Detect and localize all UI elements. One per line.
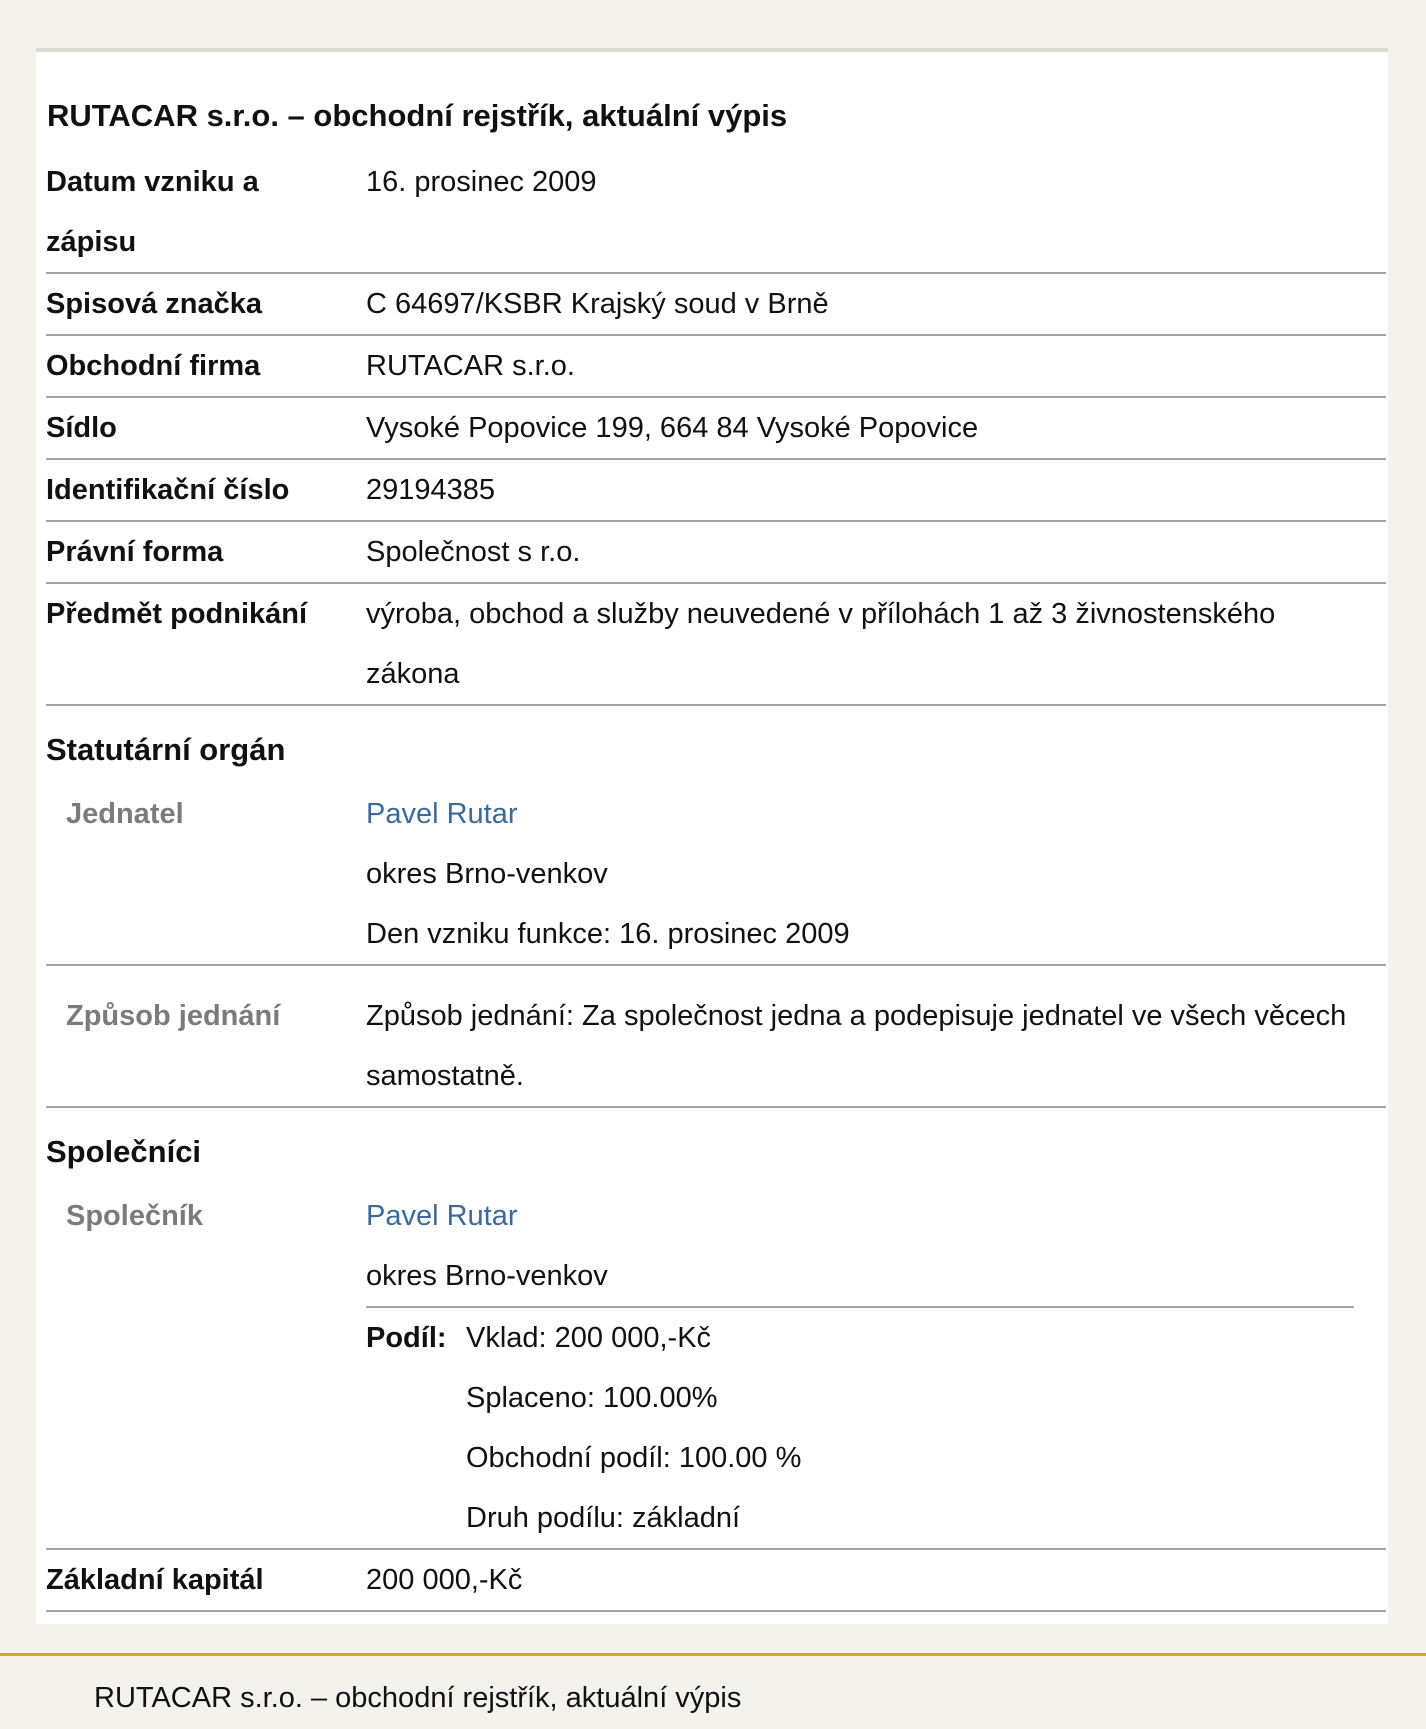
value-ico: 29194385 <box>366 474 496 506</box>
label-zakladni-kapital: Základní kapitál <box>46 1564 264 1596</box>
row-obchodni-firma <box>46 336 1386 398</box>
row-sidlo <box>46 398 1386 460</box>
section-spolecnici: Společníci <box>46 1134 202 1169</box>
podil-splaceno: Splaceno: 100.00% <box>466 1382 718 1414</box>
row-spisova-znacka <box>46 274 1386 336</box>
label-sidlo: Sídlo <box>46 412 117 444</box>
value-predmet-podnikani: výroba, obchod a služby neuvedené v přílohách 1 až 3 živnostenského zákona <box>366 598 1276 690</box>
label-datum-vzniku: Datum vzniku a zápisu <box>46 166 259 258</box>
value-sidlo: Vysoké Popovice 199, 664 84 Vysoké Popovice <box>366 412 979 444</box>
spolecnik-okres: okres Brno-venkov <box>366 1260 608 1292</box>
label-obchodni-firma: Obchodní firma <box>46 350 261 382</box>
value-datum-vzniku: 16. prosinec 2009 <box>366 166 597 198</box>
row-jednatel <box>46 784 1386 966</box>
value-zpusob-jednani: Způsob jednání: Za společnost jedna a podepisuje jednatel ve všech věcech samostatně. <box>366 1000 1347 1092</box>
row-zakladni-kapital <box>46 1550 1386 1612</box>
label-jednatel: Jednatel <box>66 798 184 830</box>
row-ico <box>46 460 1386 522</box>
value-jednatel <box>366 784 850 964</box>
value-obchodni-firma: RUTACAR s.r.o. <box>366 350 575 382</box>
footer-title: RUTACAR s.r.o. – obchodní rejstřík, aktuální výpis <box>94 1682 742 1714</box>
label-spolecnik: Společník <box>66 1200 203 1232</box>
label-zpusob-jednani: Způsob jednání <box>66 1000 281 1032</box>
page-title: RUTACAR s.r.o. – obchodní rejstřík, aktuální výpis <box>47 98 788 133</box>
jednatel-name-link[interactable]: Pavel Rutar <box>366 798 518 830</box>
value-pravni-forma: Společnost s r.o. <box>366 536 581 568</box>
label-pravni-forma: Právní forma <box>46 536 224 568</box>
row-datum-vzniku <box>46 152 1386 274</box>
row-spolecnik <box>46 1186 1386 1550</box>
row-pravni-forma <box>46 522 1386 584</box>
row-zpusob-jednani <box>46 986 1386 1108</box>
podil-vklad: Vklad: 200 000,-Kč <box>466 1322 712 1354</box>
label-predmet-podnikani: Předmět podnikání <box>46 598 308 630</box>
spolecnik-name-link[interactable]: Pavel Rutar <box>366 1200 518 1232</box>
jednatel-okres: okres Brno-venkov <box>366 858 608 890</box>
value-spolecnik <box>366 1186 608 1306</box>
footer <box>0 1653 1426 1729</box>
section-statutarni-organ: Statutární orgán <box>46 732 286 767</box>
podil-divider <box>366 1306 1354 1308</box>
podil-values <box>466 1308 801 1548</box>
value-spisova-znacka: C 64697/KSBR Krajský soud v Brně <box>366 288 829 320</box>
podil-label: Podíl: <box>366 1322 447 1354</box>
label-ico: Identifikační číslo <box>46 474 290 506</box>
label-spisova-znacka: Spisová značka <box>46 288 262 320</box>
podil-druh: Druh podílu: základní <box>466 1502 741 1534</box>
row-predmet-podnikani <box>46 584 1386 706</box>
jednatel-den-vzniku: Den vzniku funkce: 16. prosinec 2009 <box>366 918 850 950</box>
podil-obchodni: Obchodní podíl: 100.00 % <box>466 1442 802 1474</box>
value-zakladni-kapital: 200 000,-Kč <box>366 1564 523 1596</box>
